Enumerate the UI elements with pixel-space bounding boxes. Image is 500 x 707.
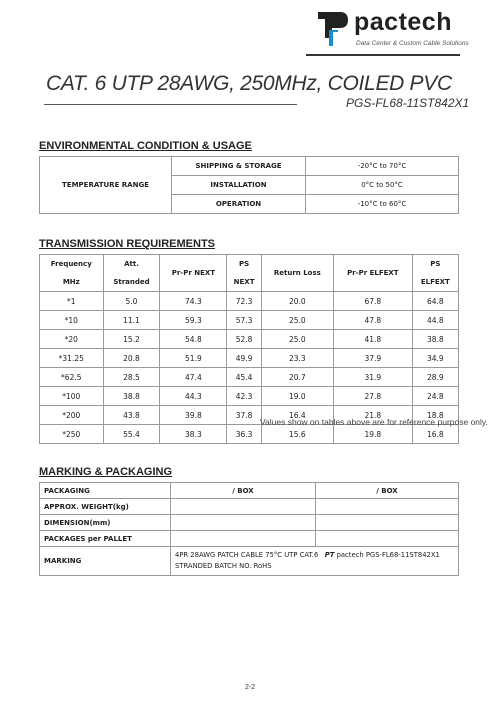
table-cell: 72.3 [227,292,261,311]
table-row [40,531,459,547]
table-cell: 27.8 [333,387,412,406]
table-cell: 37.8 [227,406,261,425]
table-row [40,387,459,406]
table-row [40,483,459,499]
table-cell: 34.9 [412,349,458,368]
dimension-value-1 [171,515,316,531]
table-row [40,425,459,444]
table-cell: 45.4 [227,368,261,387]
table-cell: 18.8 [412,406,458,425]
table-cell: 51.9 [160,349,227,368]
table-cell: 19.8 [333,425,412,444]
table-row [40,499,459,515]
header-return-loss: Return Loss [261,255,333,292]
table-cell: *100 [40,387,104,406]
dimension-value-2 [316,515,459,531]
table-cell: 20.7 [261,368,333,387]
model-number: PGS-FL68-11ST842X1 [346,96,470,110]
table-cell: 36.3 [227,425,261,444]
pallet-label: PACKAGES per PALLET [40,531,171,547]
header-next: Pr-Pr NEXT [160,255,227,292]
packaging-box-1: / BOX [171,483,316,499]
table-cell: 24.8 [412,387,458,406]
header-frequency: Frequency [40,255,104,274]
table-cell: *200 [40,406,104,425]
header-attenuation: Att. [103,255,160,274]
table-cell: *1 [40,292,104,311]
table-cell: 38.3 [160,425,227,444]
table-cell: 19.0 [261,387,333,406]
table-cell: *31.25 [40,349,104,368]
brand-name: pactech [354,8,452,36]
weight-value-2 [316,499,459,515]
table-cell: 44.3 [160,387,227,406]
table-cell: 41.8 [333,330,412,349]
weight-label: APPROX. WEIGHT(kg) [40,499,171,515]
environment-table [39,156,459,214]
marking-table [39,482,459,576]
marking-line2: STRANDED BATCH NO. RoHS [175,562,272,570]
header-divider [306,54,460,56]
header-frequency-unit: MHz [40,273,104,292]
marking-text [171,547,459,576]
table-cell: 28.5 [103,368,160,387]
temperature-range-label: TEMPERATURE RANGE [40,157,172,214]
table-cell: 59.3 [160,311,227,330]
table-cell: 15.6 [261,425,333,444]
table-cell: 15.2 [103,330,160,349]
table-cell: 20.8 [103,349,160,368]
marking-line1-a: 4PR 28AWG PATCH CABLE 75°C UTP CAT.6 [175,551,319,559]
table-cell: 38.8 [103,387,160,406]
table-cell: 64.8 [412,292,458,311]
table-row [40,349,459,368]
page-number: 2-2 [244,684,256,691]
table-cell: 47.4 [160,368,227,387]
pallet-value-1 [171,531,316,547]
table-cell: 37.9 [333,349,412,368]
transmission-table [39,254,459,444]
table-row [40,292,459,311]
table-cell: 31.9 [333,368,412,387]
header-ps-elfext: PS [412,255,458,274]
header-ps-next: PS [227,255,261,274]
table-cell: 5.0 [103,292,160,311]
table-cell: 55.4 [103,425,160,444]
environment-heading: ENVIRONMENTAL CONDITION & USAGE [39,140,252,152]
table-header-row [40,255,459,274]
table-cell: 47.8 [333,311,412,330]
table-cell: 25.0 [261,330,333,349]
header-ps-next-sub: NEXT [227,273,261,292]
table-cell: 43.8 [103,406,160,425]
table-row [40,330,459,349]
table-cell: 16.4 [261,406,333,425]
condition-cell: INSTALLATION [172,176,306,195]
packaging-box-2: / BOX [316,483,459,499]
pactech-mark-icon: PT [324,551,335,559]
table-cell: 28.9 [412,368,458,387]
table-cell: 52.8 [227,330,261,349]
brand-tagline: Data Center & Custom Cable Solutions [356,40,469,47]
table-row [40,311,459,330]
table-cell: 23.3 [261,349,333,368]
condition-cell: OPERATION [172,195,306,214]
table-cell: 20.0 [261,292,333,311]
table-cell: 38.8 [412,330,458,349]
table-cell: 11.1 [103,311,160,330]
header-ps-elfext-sub: ELFEXT [412,273,458,292]
marking-heading: MARKING & PACKAGING [39,466,173,478]
dimension-label: DIMENSION(mm) [40,515,171,531]
table-cell: 49.9 [227,349,261,368]
title-underline [44,104,297,105]
table-row [40,547,459,576]
transmission-heading: TRANSMISSION REQUIREMENTS [39,238,216,250]
marking-label: MARKING [40,547,171,576]
value-cell: -10°C to 60°C [306,195,459,214]
product-title: CAT. 6 UTP 28AWG, 250MHz, COILED PVC [46,72,452,95]
pallet-value-2 [316,531,459,547]
weight-value-1 [171,499,316,515]
table-cell: 42.3 [227,387,261,406]
table-cell: 54.8 [160,330,227,349]
table-cell: *20 [40,330,104,349]
table-cell: 39.8 [160,406,227,425]
table-cell: 67.8 [333,292,412,311]
packaging-label: PACKAGING [40,483,171,499]
condition-cell: SHIPPING & STORAGE [172,157,306,176]
table-row [40,515,459,531]
table-cell: 21.8 [333,406,412,425]
table-cell: *62.5 [40,368,104,387]
table-cell: *10 [40,311,104,330]
table-cell: 16.8 [412,425,458,444]
pactech-logo-icon [316,8,350,48]
marking-line1-b: pactech PGS-FL68-11ST842X1 [336,551,440,559]
header-attenuation-sub: Stranded [103,273,160,292]
value-cell: 0°C to 50°C [306,176,459,195]
header-elfext: Pr-Pr ELFEXT [333,255,412,292]
table-row [40,368,459,387]
reference-note: Values show on tables above are for reference purpose only. [260,417,488,427]
table-cell: *250 [40,425,104,444]
table-row [40,157,459,176]
table-cell: 74.3 [160,292,227,311]
table-cell: 57.3 [227,311,261,330]
value-cell: -20°C to 70°C [306,157,459,176]
table-cell: 25.0 [261,311,333,330]
table-cell: 44.8 [412,311,458,330]
